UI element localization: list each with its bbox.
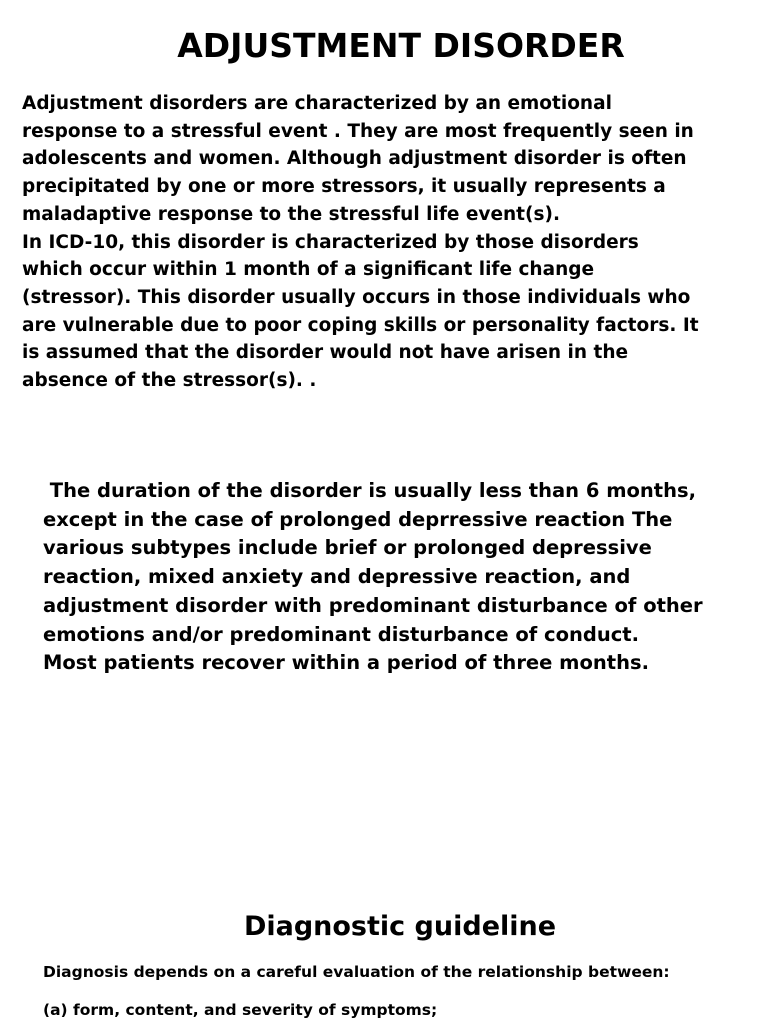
text-line: is assumed that the disorder would not have arisen in the [22, 342, 629, 364]
text-line: Most patients recover within a period of three months. [43, 651, 649, 675]
text-line: are vulnerable due to poor coping skills or personality factors. It [22, 314, 699, 336]
text-line: adolescents and women. Although adjustment disorder is often [22, 148, 687, 170]
text-line: various subtypes include brief or prolonged depressive [43, 536, 652, 560]
text-line: reaction, mixed anxiety and depressive reaction, and [43, 565, 631, 589]
diagnostic-heading: Diagnostic guideline [243, 911, 557, 942]
text-line: response to a stressful event . They are most frequently seen in [22, 120, 694, 142]
text-line: (stressor). This disorder usually occurs in those individuals who [22, 286, 691, 308]
text-line: absence of the stressor(s). . [22, 370, 317, 392]
text-line: In ICD-10, this disorder is characterized by those disorders [22, 231, 639, 253]
text-line: adjustment disorder with predominant disturbance of other [43, 593, 703, 617]
intro-paragraph [22, 90, 752, 395]
text-line: Adjustment disorders are characterized by an emotional [22, 93, 612, 114]
diagnostic-item-a: (a) form, content, and severity of symptoms; [43, 1001, 438, 1019]
diagnostic-intro: Diagnosis depends on a careful evaluation of the relationship between: [43, 963, 670, 981]
text-line: except in the case of prolonged deprressive reaction The [43, 507, 673, 531]
duration-paragraph [43, 477, 758, 678]
text-line: emotions and/or predominant disturbance of conduct. [43, 622, 640, 646]
text-line: The duration of the disorder is usually less than 6 months, [43, 479, 697, 502]
page-title: ADJUSTMENT DISORDER [177, 26, 625, 65]
text-line: precipitated by one or more stressors, it usually represents a [22, 176, 666, 198]
text-line: which occur within 1 month of a significant life change [22, 259, 595, 281]
text-line: maladaptive response to the stressful life event(s). [22, 203, 560, 225]
